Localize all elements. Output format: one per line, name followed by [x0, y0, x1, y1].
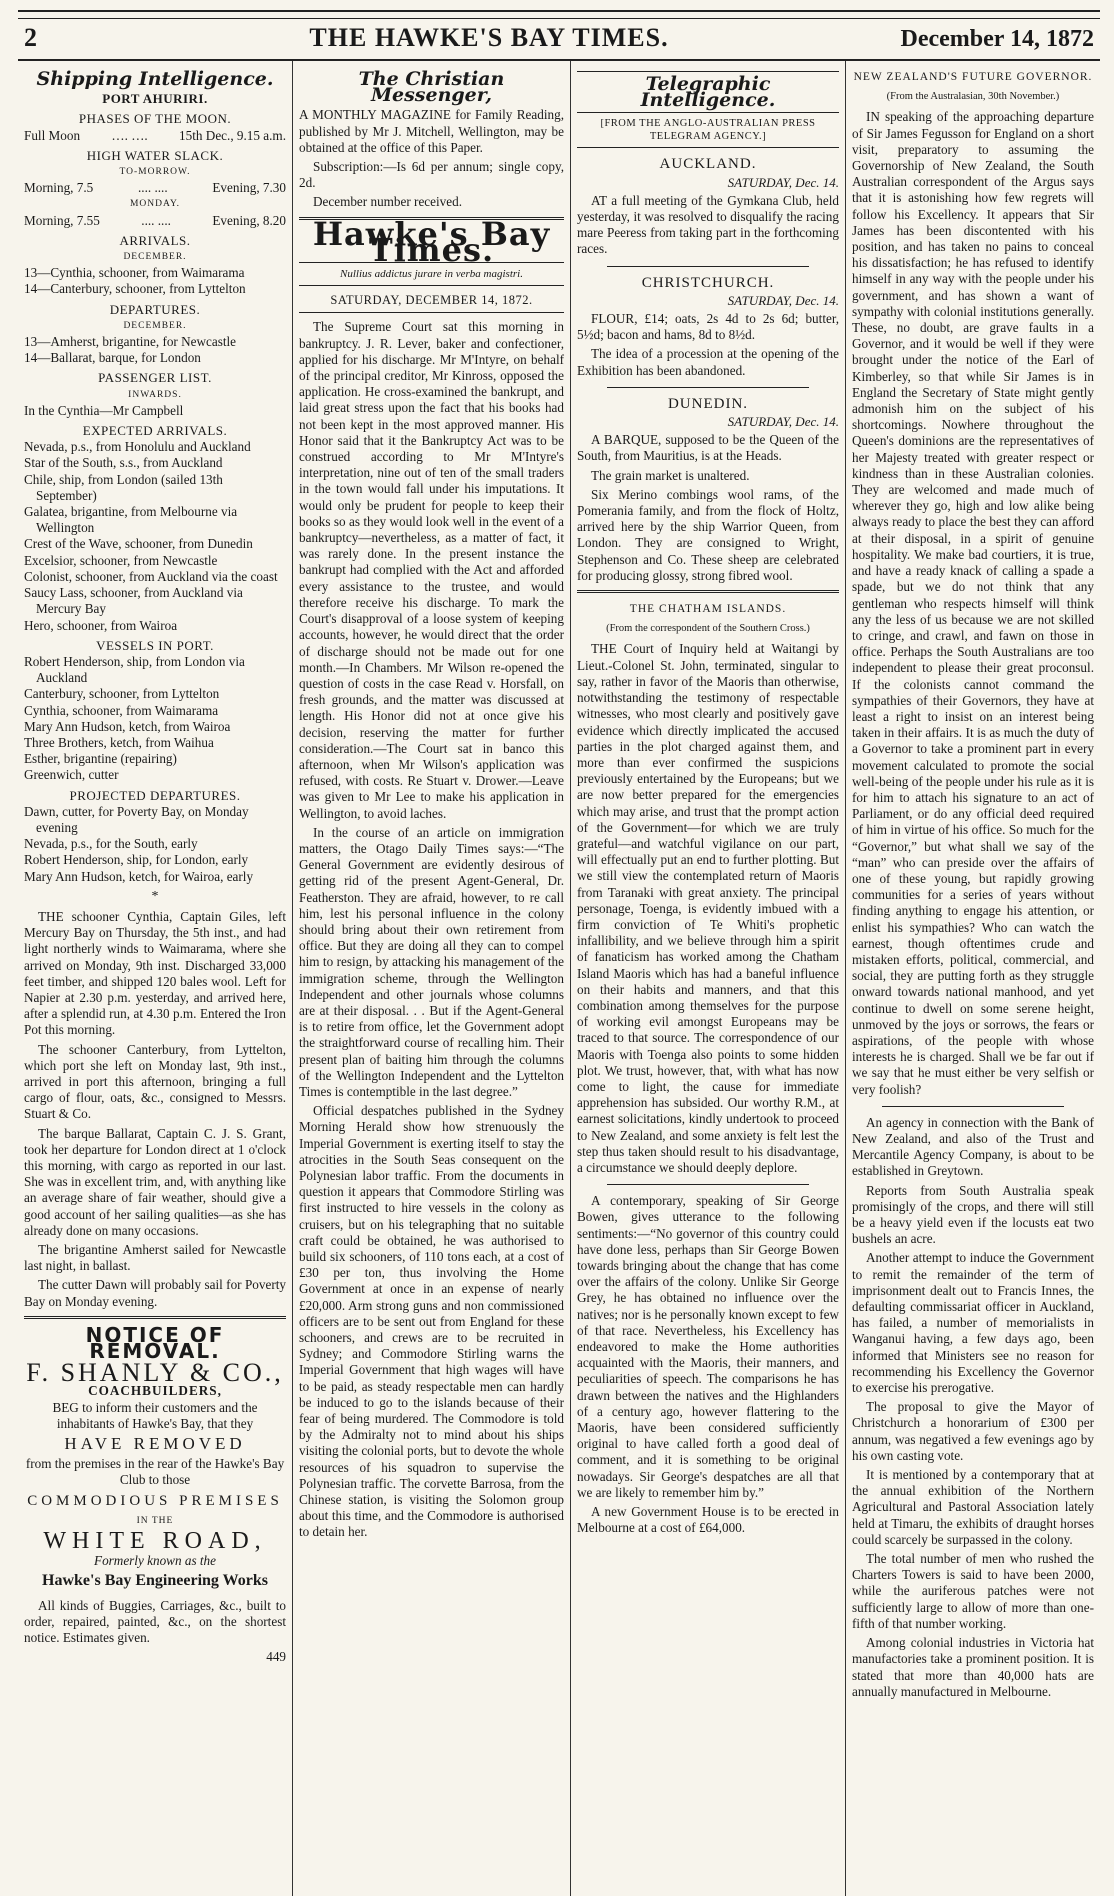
auckland-text: AT a full meeting of the Gymkana Club, held yesterday, it was resolved to disqualify the racing mare Peeress from taking part in the forthcoming races. [577, 192, 839, 257]
news-paragraph: The total number of men who rushed the Charters Towers is said to have been 2000, while the auriferous patches were not sufficiently large to allow of more than one-fifth of that number working. [852, 1551, 1094, 1631]
vessel-entry: Mary Ann Hudson, ketch, from Wairoa [24, 718, 231, 734]
moon-label: Full Moon [24, 127, 81, 143]
issue-date: December 14, 1872 [900, 26, 1094, 52]
notice-number: 449 [266, 1649, 286, 1665]
notice-from: from the premises in the rear of the Hawke's Bay Club to those [25, 1456, 285, 1488]
firm-name: F. SHANLY & CO., [26, 1358, 284, 1388]
newspaper-title: THE HAWKE'S BAY TIMES. [309, 23, 669, 52]
expected-entry: Hero, schooner, from Wairoa [24, 617, 178, 633]
vessel-entry: Esther, brigantine (repairing) [24, 751, 177, 767]
place-auckland: AUCKLAND. [659, 156, 757, 173]
shipping-paragraph: The schooner Canterbury, from Lyttelton, which port she left on Monday last, 9th inst., arrived in port this afternoon, bringing a full cargo of flour, oats, &c., consigned to Messrs. Stuart & Co. [24, 1041, 286, 1122]
bowen-text: A contemporary, speaking of Sir George Bowen, gives utterance to the following sentiments:—“No governor of this country could have done less, perhaps than Sir George Bowen towards bringing about the change that has come over the affairs of the colony. Unlike Sir George Grey, he has obtained no influence over the natives; nor is he personally known except to few of that race. Nevertheless, his Excellency has endeavored to make the Home authorities acquainted with the Maoris, their manners, and peculiarities of speech. The comparisons he has drawn between the natives and the Highlanders of a century ago, however flattering to the Maoris, have been considered sufficiently original to have called forth a good deal of comment, and it is something to be original nowadays. Sir George's despatches are all that we are likely to remember him by.” [577, 1193, 839, 1500]
telegraphic-title: Telegraphic Intelligence. [577, 71, 839, 113]
governor-attribution: (From the Australasian, 30th November.) [886, 91, 1060, 103]
projected-entry: Nevada, p.s., for the South, early [24, 836, 198, 852]
departure-entry: 13—Amherst, brigantine, for Newcastle [24, 334, 237, 350]
editorial-paragraph: The Supreme Court sat this morning in bankruptcy. J. R. Lever, baker and confectioner, applied for his discharge. Mr M'Intyre, on behalf of the principal creditor, Mr Kinross, opposed the application. He cross-examined the bankrupt, and laid great stress upon the fact that his books had not been kept in the most approved manner. His Honor said that it the Bankruptcy Act was to be construed according to Mr M'Intyre's interpretation, nine out of ten of the small traders in the town would fall under his imputations. It would only be prudent for people to keep their books so as they would look well in the event of a bankruptcy—nevertheless, as a matter of fact, it was rarely done. In the present instance the bankrupt had complied with the Act and afforded every assistance to the trustee, and would therefore receive his discharge. To mark the Court's disapproval of a loose system of keeping accounts, however, he would direct that the order of discharge should not be made out for one month.—In Chambers. Mr Wilson re-opened the question of costs in the case Read v. Horsfall, on fresh grounds, and the matter was discussed at length. His Honor did not at once give his decision, reserving the matter for further consideration.—The Court sat in banco this afternoon, when Mr Wilson's application was refused, with costs. Re Stuart v. Drower.—Leave was given to Mr Lee to make his application in Wellington, to avoid laches. [299, 319, 564, 821]
page-number: 2 [24, 23, 37, 52]
christchurch-text: FLOUR, £14; oats, 2s 4d to 2s 6d; butter, 5½d; bacon and hams, 8d to 8½d. [577, 311, 839, 343]
dunedin-text: Six Merino combings wool rams, of the Pomerania family, and from the flock of Holtz, arrived here by the ship Warrior Queen, from London. They are consigned to Wright, Stephenson and Co. These sheep are celebrated for producing glossy, strong fibred wool. [577, 486, 839, 583]
editorial-paragraph: In the course of an article on immigration matters, the Otago Daily Times says:—“The General Government are evidently desirous of getting rid of the present Agent-General, Dr. Featherston. They are afraid, however, to re call him, lest his personal influence in the colony should bring about their own retirement from office. But they are doing all they can to compel him to resign, by attacking his management of the immigration scheme, through the Wellington Independent and other journals whose columns are at their disposal. . . But if the Agent-General is to retire from office, let the Government adopt the straightforward course of recalling him. Their present plan of baiting him through the columns of the Wellington Independent and the Lyttelton Times is contemptible in the last degree.” [299, 824, 564, 1099]
high-water-heading: HIGH WATER SLACK. [86, 147, 224, 163]
separator-star: * [151, 888, 159, 904]
tomorrow-label: TO-MORROW. [119, 167, 191, 178]
divider [607, 1184, 809, 1185]
monday-row: Morning, 7.55 .... .... Evening, 8.20 [24, 212, 286, 228]
expected-entry: Colonist, schooner, from Auckland via the coast [24, 568, 278, 584]
passenger-heading: PASSENGER LIST. [98, 370, 212, 386]
phases-heading: PHASES OF THE MOON. [78, 111, 232, 127]
notice-body: All kinds of Buggies, Carriages, &c., built to order, repaired, painted, &c., on the shortest notice. Estimates given. [24, 1597, 286, 1646]
messenger-subscription: Subscription:—Is 6d per annum; single copy, 2d. [299, 159, 564, 191]
news-paragraph: An agency in connection with the Bank of New Zealand, and also of the Trust and Mercantile Agency Company, is about to be established in Greytown. [852, 1114, 1094, 1179]
expected-entry: Nevada, p.s., from Honolulu and Auckland [24, 439, 251, 455]
chatham-attribution: (From the correspondent of the Southern Cross.) [606, 623, 810, 635]
news-paragraph: Among colonial industries in Victoria hat manufactories take a prominent position. It is stated that more than 40,000 hats are annually manufactured in Melbourne. [852, 1635, 1094, 1699]
agency-note: [FROM THE ANGLO-AUSTRALIAN PRESS TELEGRAM AGENCY.] [577, 117, 839, 148]
arrival-entry: 13—Cynthia, schooner, from Waimarama [24, 265, 245, 281]
columns [18, 61, 1100, 1896]
projected-entry: Mary Ann Hudson, ketch, for Wairoa, early [24, 868, 254, 884]
expected-entry: Crest of the Wave, schooner, from Dunedin [24, 536, 253, 552]
shipping-paragraph: THE schooner Cynthia, Captain Giles, left Mercury Bay on Thursday, the 5th inst., and had light northerly winds to Waimarama, where she arrived on Monday, 9th inst. Discharged 33,000 feet timber, and shipped 120 bales wool. Left for Napier at 2.30 p.m. yesterday, and arrived here, after a splendid run, at 4.30 p.m. Entered the Iron Pot this morning. [24, 908, 286, 1038]
moon-row: Full Moon …. …. 15th Dec., 9.15 a.m. [24, 127, 286, 143]
paper-dateline: SATURDAY, DECEMBER 14, 1872. [299, 292, 564, 313]
notice-works: Hawke's Bay Engineering Works [42, 1572, 268, 1590]
departures-heading: DEPARTURES. [109, 301, 201, 317]
firm-trade: COACHBUILDERS, [88, 1383, 222, 1399]
vessel-entry: Robert Henderson, ship, from London via Auckland [24, 653, 245, 686]
notice-formerly: Formerly known as the [94, 1553, 216, 1569]
day-auckland: SATURDAY, Dec. 14. [727, 174, 839, 190]
expected-entry: Excelsior, schooner, from Newcastle [24, 552, 218, 568]
monday-evening: Evening, 8.20 [212, 212, 286, 228]
notice-title: NOTICE OF REMOVAL. [85, 1322, 225, 1364]
chatham-heading: THE CHATHAM ISLANDS. [629, 603, 787, 616]
arrival-entry: 14—Canterbury, schooner, from Lyttelton [24, 281, 246, 297]
expected-entry: Chile, ship, from London (sailed 13th September) [24, 471, 223, 503]
column-shipping [18, 61, 293, 1896]
departure-entry: 14—Ballarat, barque, for London [24, 350, 201, 366]
paper-motto: Nullius addictus jurare in verba magistri. [299, 262, 564, 286]
inwards-label: INWARDS. [128, 389, 182, 400]
governor-text: IN speaking of the approaching departure of Sir James Fegusson for England on a short visit, preparatory to assuming the Governorship of New Zealand, the South Australian correspondent of the Argus says that it is astonishing how few regrets will follow his Excellency. It appears that Sir James has been discontented with his position, and has taken no pains to conceal his dissatisfaction; he has refused to identify himself in any way with the people under his government, and has shown a want of sympathy with colonial institutions generally. These, no doubt, are grave faults in a Governor, and it would be well if they were brought under the notice of the Earl of Kimberley, so that while Sir James is in England the Secretary of State might gently admonish him on the subject of his shortcomings. Nowhere throughout the Queen's dominions are the representatives of her Majesty treated with greater respect or kindness than in these Australian colonies. They are welcomed and made much of wherever they go, high and low alike being always ready to place the best they can afford at their disposal, in a spirit of genuine hospitality. We make bad courtiers, it is true, and have a ready knack of calling a spade a spade, but we do not think that any gentleman who respects himself will think any the less of us because we are not skilled to cringe, and crawl, and fawn on those in office. Perhaps the South Australians are too independent to please their great proconsul. If the colonists cannot command the sympathies of their Governors, they have at least a right to insist on an interest being taken in their affairs. It is as much the duty of a Governor to take a prominent part in every movement calculated to promote the social well-being of the people under his rule as it is for him to attach his signature to an act of Parliament, or do any official deed required of him in virtue of his office. So much for the “Governor,” but what shall we say of the “man” who can preside over the affairs of one of these young, but rapidly growing communities for a series of years without finding anything to engage his attention, or enlist his sympathies? Who can watch the earnest, though oftentimes crude and mistaken efforts, political, commercial, and social, they are putting forth as they struggle onward towards national manhood, and yet continue to dwell on some serene height, unmoved by the joys or sorrows, the fears or aspirations, of the people with whose interests he is charged. Shall we be far out if we say that he must either be very selfish or very foolish? [852, 109, 1094, 1097]
divider [607, 266, 809, 267]
vessel-entry: Canterbury, schooner, from Lyttelton [24, 686, 220, 702]
expected-entry: Galatea, brigantine, from Melbourne via Wellington [24, 504, 238, 536]
column-editorial [293, 61, 571, 1896]
column-governor [846, 61, 1100, 1896]
news-paragraph: Reports from South Australia speak promisingly of the crops, and there will still be a heavy yield even if the locusts eat two bushels an acre. [852, 1182, 1094, 1247]
melbourne-text: A new Government House is to be erected in Melbourne at a cost of £64,000. [577, 1504, 839, 1536]
messenger-lead: A MONTHLY MAGAZINE for Family Reading, published by Mr J. Mitchell, Wellington, may be obtained at the office of this Paper. [299, 107, 564, 155]
notice-premises: COMMODIOUS PREMISES [27, 1492, 283, 1509]
monday-morning: Morning, 7.55 [24, 212, 100, 228]
place-christchurch: CHRISTCHURCH. [641, 274, 775, 291]
notice-road: WHITE ROAD, [43, 1528, 267, 1555]
expected-entry: Star of the South, s.s., from Auckland [24, 455, 223, 471]
vessel-entry: Three Brothers, ketch, from Waihua [24, 734, 214, 750]
monday-label: MONDAY. [129, 199, 181, 210]
expected-heading: EXPECTED ARRIVALS. [82, 423, 228, 439]
notice-in-the: IN THE [136, 1515, 174, 1526]
chatham-text: THE Court of Inquiry held at Waitangi by Lieut.-Colonel St. John, terminated, singular to say, rather in favor of the Maoris than otherwise, notwithstanding the testimony of respectable witnesses, who most clearly and positively gave evidence which directly implicated the accused parties in the plot charged against them, and more than ever confirmed the suspicions previously entertained by the Europeans; but we are now better prepared for the emergencies which may arise, and trust that the prompt action of the Government—for which we are truly grateful—and watchful vigilance on our part, will effectually put an end to further plotting. But we still view the contemplated return of Maoris from Taranaki with great anxiety. The principal personage, Toenga, is evidently imbued with a firm conviction of Te Whiti's prophetic infallibility, and we believe through him a spirit of fanaticism has worked among the Chatham Island Maoris which has had a baneful influence on their habits and manners, and that this combination among themselves for the purpose of working evil amongst Europeans may be traced to that source. The correspondence of our Maoris with Toenga also points to some hidden plot. We trust, however, that, with what has now come to light, the cause for immediate apprehension has subsided. Our worthy R.M., at earnest solicitations, kindly undertook to proceed to New Zealand, and some anxiety is felt lest the step thus taken should result to his disadvantage, a circumstance we should deeply deplore. [577, 641, 839, 1175]
governor-heading: NEW ZEALAND'S FUTURE GOVERNOR. [853, 71, 1093, 83]
divider [24, 1316, 286, 1319]
day-dunedin: SATURDAY, Dec. 14. [727, 414, 839, 430]
vessel-entry: Greenwich, cutter [24, 767, 119, 783]
vessel-entry: Cynthia, schooner, from Waimarama [24, 702, 219, 718]
tomorrow-morning: Morning, 7.5 [24, 180, 94, 196]
passenger-entry: In the Cynthia—Mr Campbell [24, 402, 184, 418]
vessels-heading: VESSELS IN PORT. [96, 637, 214, 653]
place-dunedin: DUNEDIN. [667, 395, 749, 412]
dunedin-text: The grain market is unaltered. [591, 467, 750, 483]
top-rule [18, 10, 1100, 19]
shipping-title: Shipping Intelligence. [36, 68, 274, 90]
tomorrow-evening: Evening, 7.30 [212, 180, 286, 196]
arrivals-month: DECEMBER. [123, 252, 187, 263]
dunedin-text: A BARQUE, supposed to be the Queen of the South, from Mauritius, is at the Heads. [577, 432, 839, 464]
news-paragraph: Another attempt to induce the Government to remit the remainder of the term of imprisonment dealt out to Francis Innes, the defaulting commissariat officer in Auckland, has failed, a number of memorialists in Wanganui having, a few days ago, been informed that Ministers see no reason for recommending his Excellency the Governor to exercise his prerogative. [852, 1250, 1094, 1396]
moon-value: 15th Dec., 9.15 a.m. [179, 127, 286, 143]
day-christchurch: SATURDAY, Dec. 14. [727, 292, 839, 308]
projected-entry: Robert Henderson, ship, for London, early [24, 852, 249, 868]
expected-entry: Saucy Lass, schooner, from Auckland via Mercury Bay [24, 585, 243, 617]
masthead [18, 23, 1100, 61]
projected-heading: PROJECTED DEPARTURES. [69, 787, 241, 803]
editorial-paragraph: Official despatches published in the Sydney Morning Herald show how strenuously the Imperial Government is exerting itself to stay the atrocities in the South Seas consequent on the Polynesian labor traffic. From the documents in question it appears that Commodore Stirling was first instructed to hire vessels in the colony as cruisers, but on his telegraphing that no suitable craft could be obtained, he was authorised to build six schooners, of 110 tons each, at a cost of £30 per ton, thus involving the Home Government at once in an expense of nearly £20,000. Arm strong guns and non commissioned officers are to be sent out from England for these schooners, and crews are to be recruited in Sydney; and Commodore Stirling warns the Imperial Government that high wages will have to be paid, as steady respectable men can hardly be induced to go to the islands because of their fear of being murdered. The Commodore is told by the Admiralty not to mind about his ships visiting the colonial ports, but to devote the whole resources of his squadron to supervise the Polynesian traffic. The corvette Barrosa, from the Chinese station, is visiting the Solomon group about this time, and the Commodore is authorised to detain her. [299, 1103, 564, 1540]
christchurch-text: The idea of a procession at the opening of the Exhibition has been abandoned. [577, 346, 839, 378]
news-paragraph: The proposal to give the Mayor of Christchurch a honorarium of £300 per annum, was negatived a few evenings ago by his own casting vote. [852, 1399, 1094, 1463]
shipping-paragraph: The barque Ballarat, Captain C. J. S. Grant, took her departure for London direct at 1 o'clock this morning, with cargo as reported in our last. She was in excellent trim, and, with anything like an average share of fair weather, should give a good account of her sailing qualities—as she has already done on many occasions. [24, 1125, 286, 1238]
shipping-paragraph: The brigantine Amherst sailed for Newcastle last night, in ballast. [24, 1242, 286, 1274]
arrivals-heading: ARRIVALS. [119, 232, 191, 248]
messenger-received: December number received. [313, 194, 463, 210]
paper-title: Hawke's Bay Times. [312, 214, 551, 269]
column-telegraphic [571, 61, 846, 1896]
notice-removed: HAVE REMOVED [64, 1434, 246, 1454]
port-name: PORT AHURIRI. [102, 91, 208, 107]
shipping-paragraph: The cutter Dawn will probably sail for Poverty Bay on Monday evening. [24, 1277, 286, 1309]
departures-month: DECEMBER. [123, 320, 187, 331]
projected-entry: Dawn, cutter, for Poverty Bay, on Monday evening [24, 803, 249, 835]
divider [607, 387, 809, 388]
messenger-title: The Christian Messenger, [358, 68, 505, 107]
tomorrow-row: Morning, 7.5 .... .... Evening, 7.30 [24, 180, 286, 196]
news-paragraph: It is mentioned by a contemporary that at the annual exhibition of the Northern Agricultural and Pastoral Association lately held at Timaru, the exhibits of draught horses could scarcely be surpassed in the colony. [852, 1467, 1094, 1547]
divider [577, 590, 839, 593]
divider [882, 1106, 1064, 1107]
notice-lead: BEG to inform their customers and the inhabitants of Hawke's Bay, that they [52, 1399, 258, 1431]
